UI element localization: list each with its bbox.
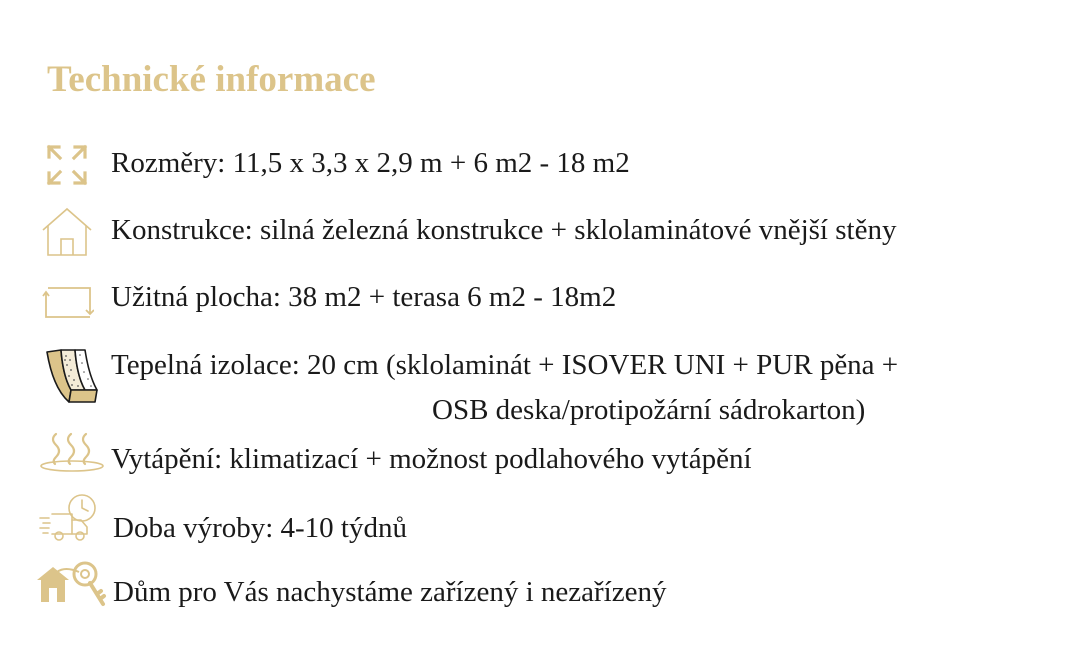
info-text-heating: Vytápění: klimatizací + možnost podlahového vytápění [111, 443, 752, 475]
info-text-construction: Konstrukce: silná železná konstrukce + sklolaminátové vnější stěny [111, 214, 897, 246]
info-text-insulation: Tepelná izolace: 20 cm (sklolaminát + ISOVER UNI + PUR pěna + [111, 349, 899, 381]
section-title: Technické informace [47, 59, 376, 100]
insulation-layers-icon [45, 348, 99, 404]
info-text-furnishing: Dům pro Vás nachystáme zařízený i nezařízený [113, 576, 667, 608]
info-text-floor-area: Užitná plocha: 38 m2 + terasa 6 m2 - 18m2 [111, 281, 617, 313]
house-outline-icon [41, 207, 93, 257]
heating-waves-icon [37, 428, 107, 474]
floor-area-icon [42, 279, 94, 319]
delivery-truck-clock-icon [38, 492, 104, 544]
expand-arrows-icon [45, 143, 89, 187]
info-text-production-time: Doba výroby: 4-10 týdnů [113, 512, 407, 544]
info-text-insulation-line2: OSB deska/protipožární sádrokarton) [432, 394, 866, 426]
house-keys-icon [35, 558, 107, 614]
info-text-dimensions: Rozměry: 11,5 x 3,3 x 2,9 m + 6 m2 - 18 m2 [111, 147, 630, 179]
